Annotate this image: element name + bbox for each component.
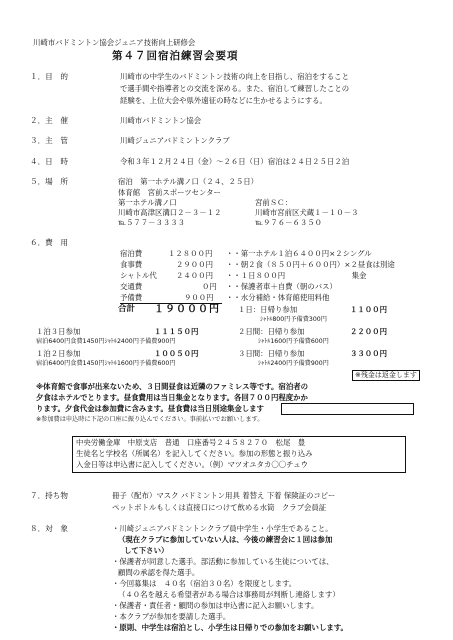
venue-gym: 体育館 宮前スポーツセンター — [118, 188, 221, 197]
refund-note: ※残金は返金します — [352, 370, 420, 381]
section-4-label: ４．日 時 — [30, 157, 68, 166]
section-8-line: （４０名を越える希望者がある場合は事務局が判断し連絡します） — [118, 590, 340, 599]
section-7-line-2: ペットボトルもしくは直接口につけて飲める水筒 クラブ会員証 — [112, 503, 327, 512]
section-8-line: ・保護者・責任者・顧問の参加は申込書に記入お願いします。 — [112, 601, 319, 610]
section-8-line: ・川崎ジュニアバドミントンクラブ員中学生・小学生であること。 — [112, 524, 333, 533]
fee-amount: ２９００円 — [176, 260, 213, 269]
gym-name: 宮前ＳＣ： — [255, 198, 292, 207]
fee-name: シャトル代 — [120, 271, 157, 280]
day2-label: ２日間：日帰り参加 — [238, 327, 305, 336]
section-8-label: ８．対 象 — [30, 524, 68, 533]
hotel-name: 第一ホテル溝ノ口 — [118, 198, 177, 207]
section-1-line-2: で選手間や指導者との交流を深める。また、宿泊して練習したことの — [120, 84, 350, 93]
section-1-line-3: 経験を、上位大会や県外遠征の時などに生かせるようにする。 — [120, 96, 327, 105]
day2-breakdown: ｼｬﾄﾙ1600円予備費600円 — [258, 338, 329, 345]
fee-name: 宿泊費 — [120, 249, 143, 258]
notes-line-3: ります。夕食代金は参加費に含みます。昼食費は当日別途集金します — [36, 404, 264, 413]
stay-option-2-breakdown: 宿泊6400円食費1450円ｼｬﾄﾙ1600円予備費600円 — [36, 360, 176, 367]
gym-phone: ℡９７６－６３５０ — [255, 218, 323, 227]
stay-option-1-label: １泊３日参加 — [36, 327, 81, 336]
venue-hotel: 宿泊 第一ホテル溝ノ口（２４、２５日） — [118, 177, 259, 186]
hotel-phone: ℡５７７－３３３３ — [118, 218, 186, 227]
gym-address: 川崎市宮前区犬蔵１－１０－３ — [255, 208, 359, 217]
day1-breakdown: ｼｬﾄﾙ800円予備費300円 — [260, 316, 327, 323]
day1-label: １日：日帰り参加 — [238, 305, 298, 314]
section-3-text: 川崎ジュニアバドミントンクラブ — [120, 136, 230, 145]
fee-note: ・・朝２食（８５０円＋６００円）×２昼食は別途 — [226, 260, 395, 269]
section-8-line: ・今回募集は ４０名（宿泊３０名）を限度とします。 — [112, 579, 297, 588]
fee-name: 交通費 — [120, 282, 143, 291]
section-8-line: して下さい） — [124, 546, 169, 555]
fee-amount: ２４００円 — [176, 271, 213, 280]
notes-line-1: ※体育館で食事が出来ないため、３日間昼食は近隣のファミレス等です。宿泊者の — [36, 382, 308, 391]
section-1-line-1: 川崎市の中学生のバドミントン技術の向上を目指し、宿泊をすること — [120, 72, 349, 81]
fee-name: 食事費 — [120, 260, 143, 269]
section-5-label: ５．場 所 — [30, 177, 68, 186]
lunch-fee-box — [281, 403, 414, 415]
section-8-line: （現在クラブに参加していない人は、今後の練習会に１回は参加 — [118, 535, 333, 544]
stay-option-2-amount: １００５０円 — [154, 349, 199, 358]
fee-amount: １２８００円 — [168, 249, 213, 258]
section-1-label: １．目 的 — [30, 72, 68, 81]
hotel-address: 川崎市高津区溝口２－３－１２ — [118, 208, 222, 217]
stay-option-2-label: １泊２日参加 — [36, 349, 81, 358]
section-7-line-1: 冊子（配布）マスク バドミントン用具 着替え 下着 保険証のコピー — [112, 491, 336, 500]
bank-line-1: 中央労働金庫 中原支店 普通 口座番号２４５８２７０ 松尾 豊 — [76, 438, 306, 447]
section-3-label: ３．主 管 — [30, 136, 68, 145]
fee-amount: ０円 — [202, 282, 217, 291]
bank-line-3: 入金日等は申込書に記入してください。（例）マツオユタカ〇〇チュウ — [76, 460, 309, 469]
total-label: 合計 — [118, 304, 136, 314]
fee-note: ・・保護者車＋自費（朝のバス） — [226, 282, 337, 291]
fee-amount: ９００円 — [184, 293, 214, 302]
section-6-label: ６．費 用 — [30, 238, 68, 247]
day3-amount: ３３００円 — [350, 349, 387, 358]
stay-option-1-amount: １１１５０円 — [154, 327, 199, 336]
section-2-text: 川崎市バドミントン協会 — [120, 116, 202, 125]
section-8-line: ・保護者が同意した選手。部活動に参加している生徒については、 — [112, 557, 334, 566]
day1-amount: １１００円 — [350, 305, 387, 314]
organizer-header: 川崎市バドミントン協会ジュニア技術向上研修会 — [33, 38, 196, 47]
fee-name: 予備費 — [120, 293, 222, 304]
notes-line-2: 夕食はホテルでとります。昼食費用は当日集金となります。各回７００円程度かか — [36, 393, 308, 402]
notes-line-4: ※参加費は申込時に下記の口座に振り込んでください。事前払いでお願いします。 — [36, 416, 264, 423]
section-8-line: ・原則、中学生は宿泊とし、小学生は日帰りでの参加をお願いします。 — [112, 623, 348, 632]
day2-amount: ２２００円 — [350, 327, 387, 336]
section-7-label: ７．持ち物 — [30, 491, 68, 500]
fee-note: ・・水分補給・体育館使用料他 — [226, 293, 330, 302]
stay-option-1-breakdown: 宿泊6400円食費1450円ｼｬﾄﾙ2400円予備費900円 — [36, 338, 176, 345]
document-title: 第４７回宿泊練習会要項 — [112, 50, 239, 62]
day3-breakdown: ｼｬﾄﾙ2400円予備費900円 — [258, 360, 329, 367]
total-amount: １９０００円 — [154, 304, 220, 315]
bank-line-2: 生徒名と学校名（所属名）を記入してください。参加の形態と振り込み — [76, 449, 313, 458]
section-2-label: ２．主 催 — [30, 116, 68, 125]
fee-note: ・・１日８００円 集金 — [226, 271, 367, 280]
section-8-line: 顧問の承認を得た選手。 — [118, 568, 200, 577]
day3-label: ３日間：日帰り参加 — [238, 349, 305, 358]
fee-note: ・・第一ホテル１泊６４００円×２シングル — [226, 249, 372, 258]
section-8-line: ・本クラブが参加を要請した選手。 — [112, 612, 231, 621]
section-4-text: 令和３年１２月２４日（金）～２６日（日）宿泊は２４日２５日２泊 — [120, 157, 350, 166]
